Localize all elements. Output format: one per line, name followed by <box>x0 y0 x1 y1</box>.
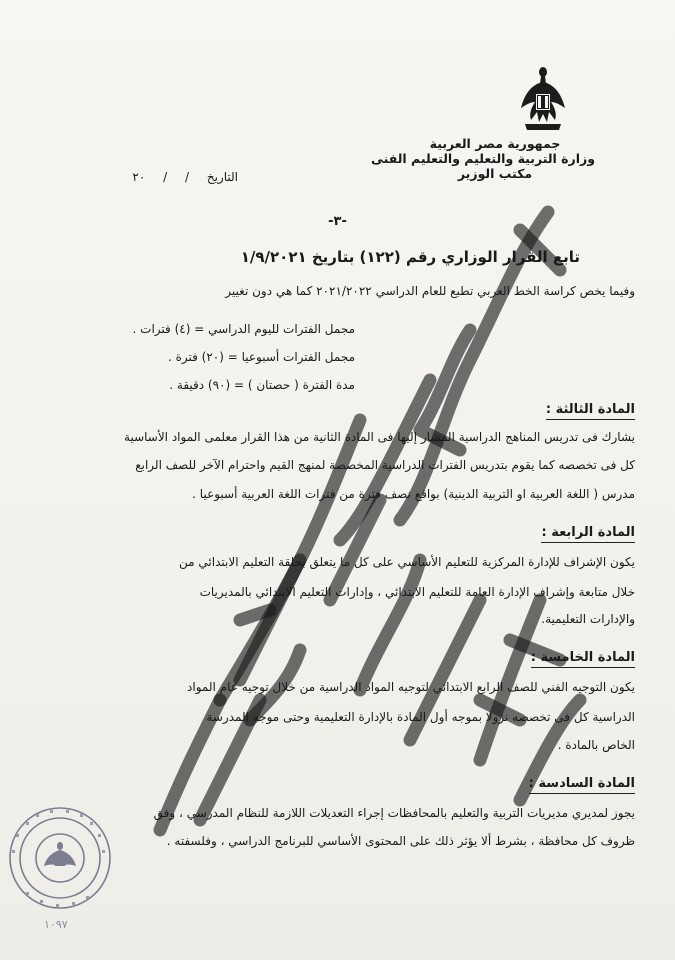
article-3-heading: المادة الثالثة : <box>546 402 635 420</box>
article-5-line-2: الدراسية كل فى تخصصه نزولا بموجه أول المادة بالإدارة التعليمية وحتى موجه المدرسة <box>206 710 635 724</box>
article-4-line-2: خلال متابعة وإشراف الإدارة العامة للتعليم الابتدائي ، وإدارات التعليم الابتدائي بالمديريات <box>199 585 635 599</box>
article-3-line-3: مدرس ( اللغة العربية او التربية الدينية) بواقع نصف فترة من فترات اللغة العربية أسبوعيا . <box>192 487 635 501</box>
article-3-line-2: كل فى تخصصه كما يقوم بتدريس الفترات الدراسية المخصصة لمنهج القيم واحترام الآخر للصف الرابع <box>135 458 635 472</box>
article-5-line-1: يكون التوجيه الفني للصف الرابع الابتدائي لتوجيه المواد الدراسية من خلال توجيه عام المواد <box>187 680 635 694</box>
date-line: التاريخ / / ٢٠ <box>132 170 238 184</box>
summary-item-2: مجمل الفترات أسبوعيا = (٢٠) فترة . <box>167 350 355 364</box>
stamp-number: ١٠٩٧ <box>44 918 68 931</box>
decree-title: تابع القرار الوزاري رقم (١٢٢) بتاريخ ١/٩/٢٠٢١ <box>240 248 580 266</box>
article-3-line-1: يشارك فى تدريس المناهج الدراسية المشار إليها فى المادة الثانية من هذا القرار معلمى المواد الأساسية <box>124 430 635 444</box>
ministry-header <box>370 136 595 181</box>
page-number: -٣- <box>328 214 347 229</box>
intro-line: وفيما يخص كراسة الخط العربي تطبع للعام الدراسي ٢٠٢١/٢٠٢٢ كما هي دون تغيير <box>225 284 635 298</box>
article-4-line-3: والإدارات التعليمية. <box>541 612 635 626</box>
article-4-heading: المادة الرابعة : <box>541 525 635 543</box>
article-5-line-3: الخاص بالمادة . <box>557 738 635 752</box>
ministry-line-2: وزارة التربية والتعليم والتعليم الفنى <box>370 151 595 166</box>
article-6-line-2: ظروف كل محافظة ، بشرط ألا يؤثر ذلك على المحتوى الأساسي للبرنامج الدراسي ، وفلسفته . <box>166 834 635 848</box>
ministry-line-1: جمهورية مصر العربية <box>429 136 561 151</box>
summary-item-1: مجمل الفترات لليوم الدراسي = (٤) فترات . <box>132 322 355 336</box>
article-5-heading: المادة الخامسة : <box>531 650 635 668</box>
article-6-line-1: يجوز لمديري مديريات التربية والتعليم بالمحافظات إجراء التعديلات اللازمة للنظام المدرسي ، وفق <box>153 806 635 820</box>
summary-item-3: مدة الفترة ( حصتان ) = (٩٠) دقيقة . <box>169 378 355 392</box>
article-6-heading: المادة السادسة : <box>529 776 635 794</box>
official-seal-icon <box>6 804 114 912</box>
ministry-line-3: مكتب الوزير <box>457 166 533 181</box>
eagle-emblem-icon <box>519 64 567 136</box>
article-4-line-1: يكون الإشراف للإدارة المركزية للتعليم الأساسي على كل ما يتعلق بحلقة التعليم الابتدائي من <box>179 555 635 569</box>
